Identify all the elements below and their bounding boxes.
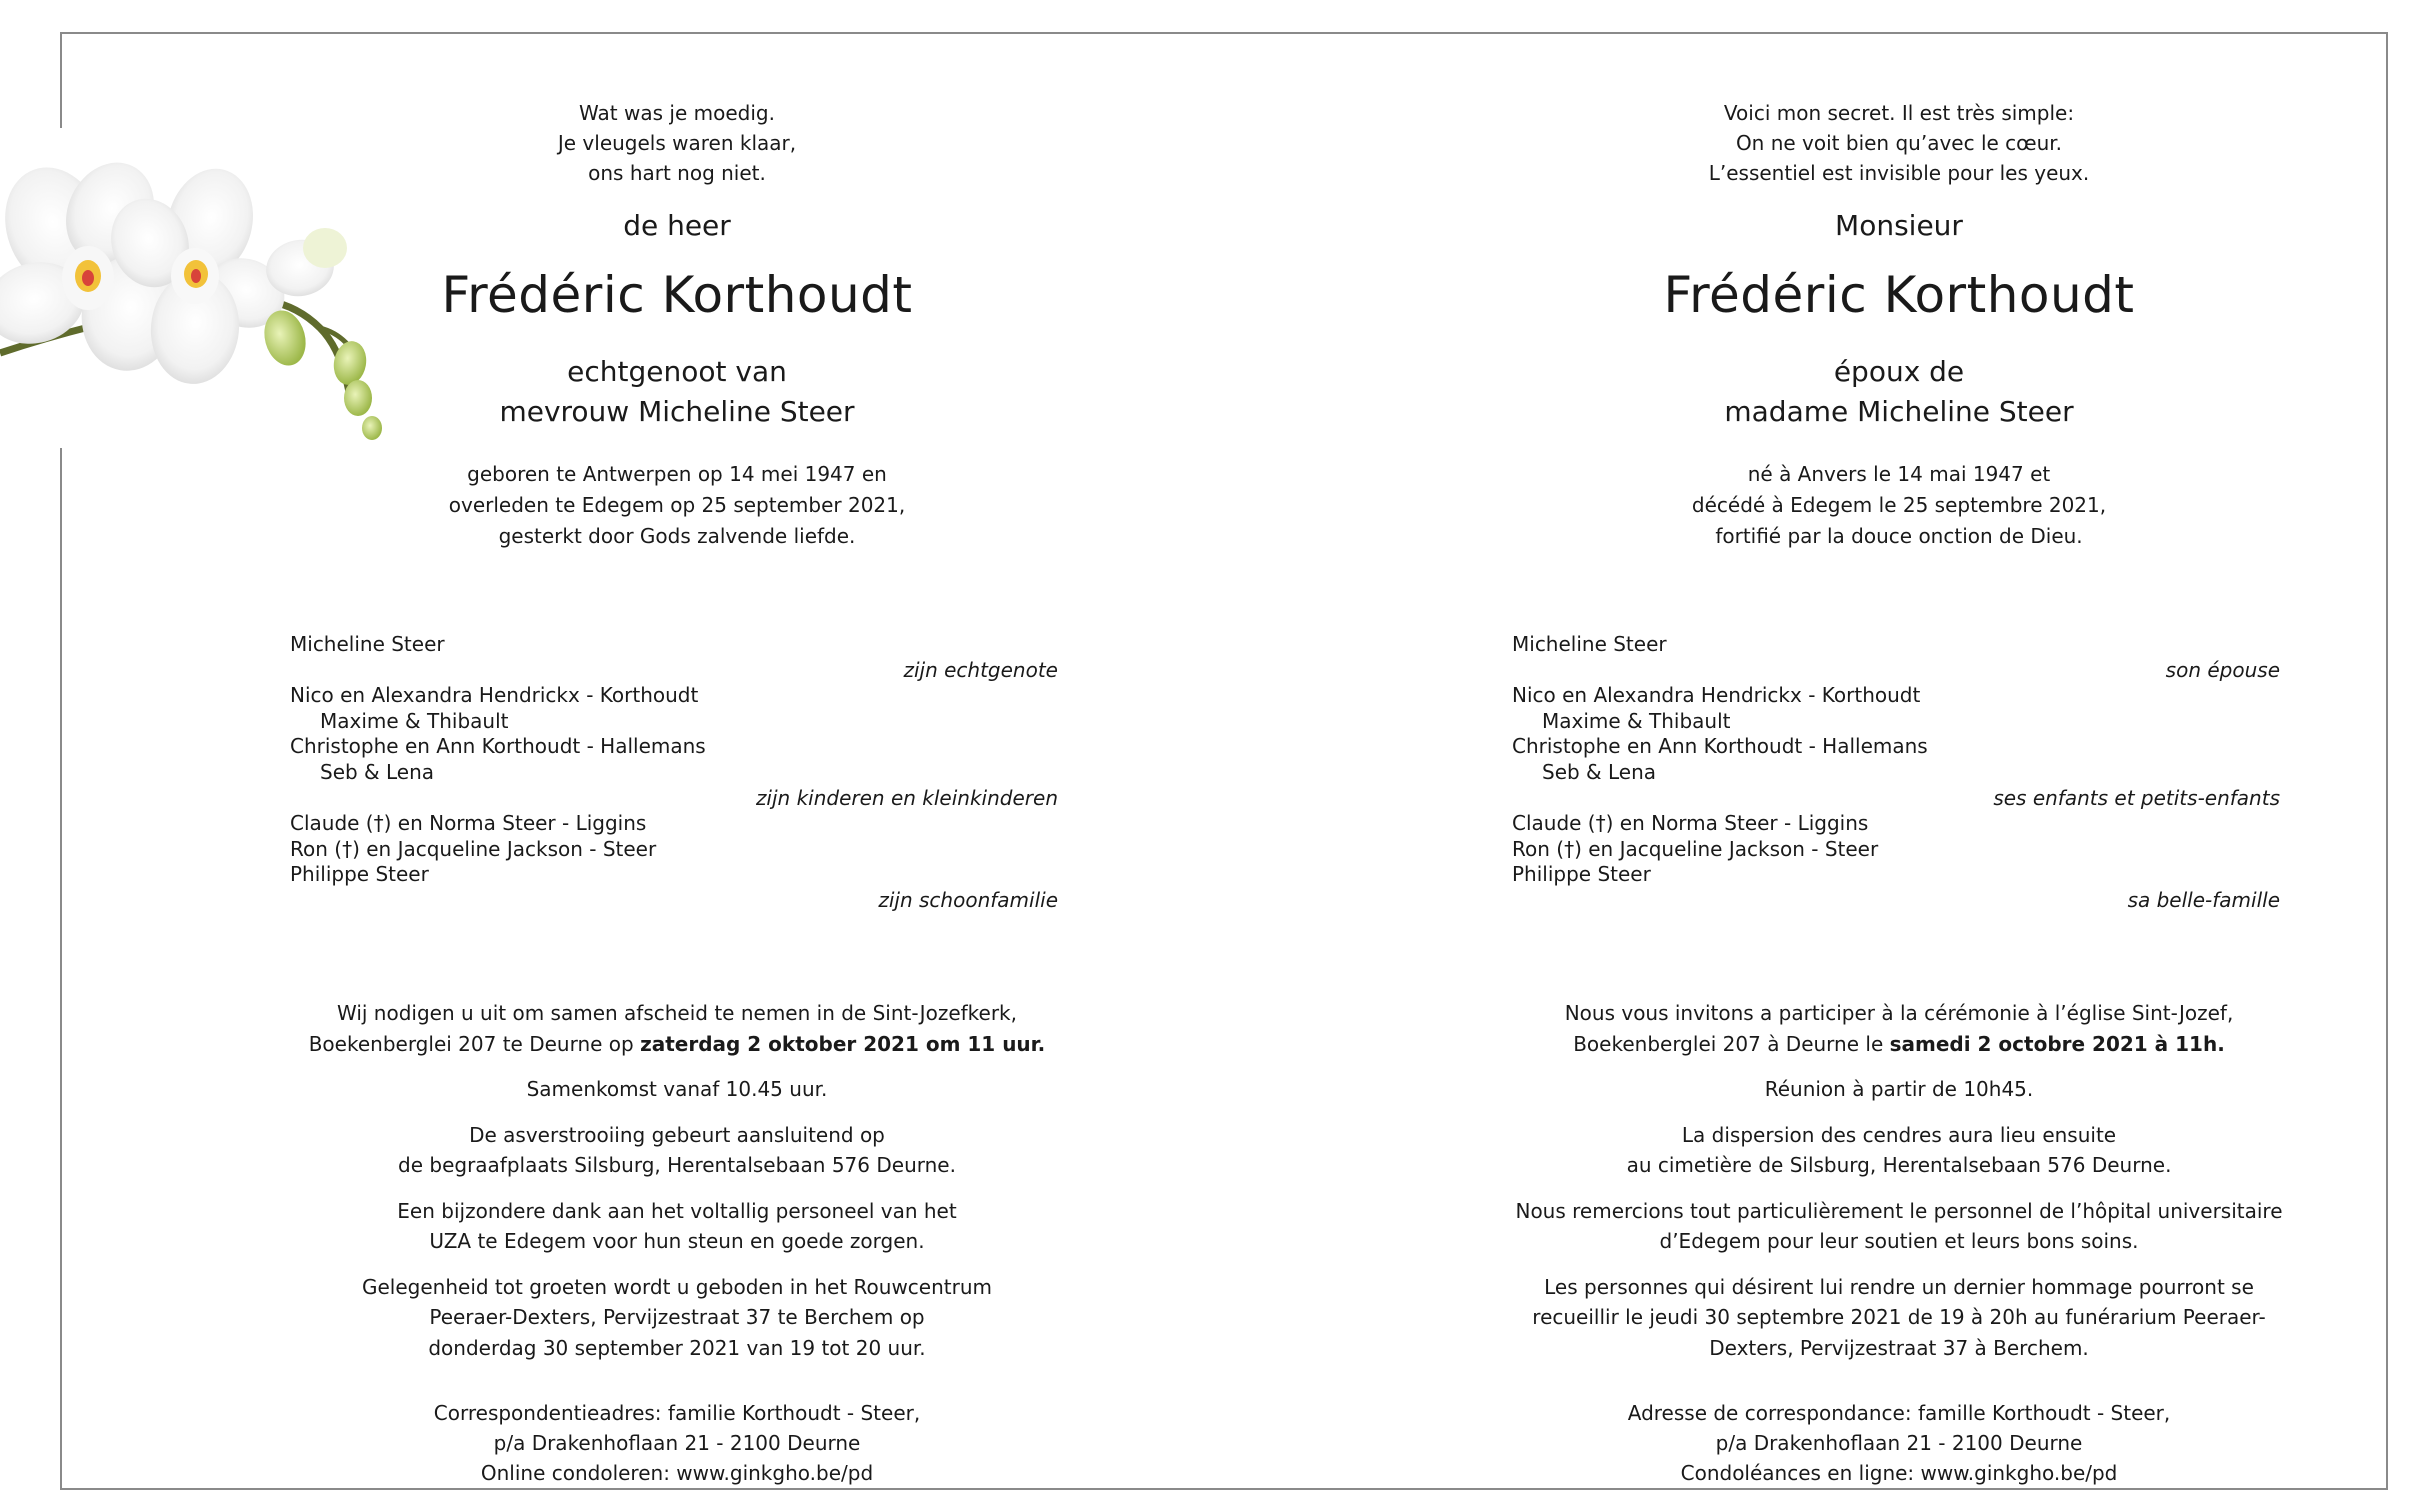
contact-line: p/a Drakenhoflaan 21 - 2100 Deurne [493, 1431, 861, 1455]
family-member: Claude (†) en Norma Steer - Liggins [1512, 811, 1869, 836]
gathering-time: Samenkomst vanaf 10.45 uur. [526, 1077, 828, 1101]
family-member: Seb & Lena [320, 759, 435, 784]
birth-line: né à Anvers le 14 mai 1947 et [1747, 462, 2051, 486]
birth-line: geboren te Antwerpen op 14 mei 1947 en [467, 462, 887, 486]
family-member: Philippe Steer [290, 862, 429, 887]
family-list [290, 632, 1058, 914]
visitation-paragraph: Les personnes qui désirent lui rendre un dernier hommage pourront se recueillir le jeudi 30 septembre 2021 de 19 à 20h au funérarium Peeraer- Dexters, Pervijzestraat 37 à Berchem. [1532, 1274, 2266, 1360]
honorific: de heer [623, 209, 731, 242]
spouse-block [1488, 352, 2310, 432]
relation-label: zijn schoonfamilie [878, 887, 1058, 912]
thanks-paragraph: Nous remercions tout particulièrement le personnel de l’hôpital universitaire d’Edegem pour leur soutien et leurs bons soins. [1515, 1198, 2283, 1253]
family-member: Maxime & Thibault [1542, 708, 1731, 733]
contact-line: Adresse de correspondance: famille Korthoudt - Steer, [1627, 1401, 2171, 1425]
relation-label: zijn echtgenote [903, 657, 1058, 682]
contact-info [1488, 1398, 2310, 1488]
ceremony-paragraph: Nous vous invitons a participer à la cérémonie à l’église Sint-Jozef, Boekenberglei 207 à Deurne le samedi 2 octobre 2021 à 11h. [1564, 1001, 2234, 1056]
family-member: Ron (†) en Jacqueline Jackson - Steer [1512, 836, 1879, 861]
family-member: Micheline Steer [290, 632, 445, 656]
contact-line: Correspondentieadres: familie Korthoudt - Steer, [433, 1401, 921, 1425]
faith-line: gesterkt door Gods zalvende liefde. [498, 524, 856, 548]
ceremony-date: samedi 2 octobre 2021 à 11h. [1889, 1031, 2225, 1056]
family-member: Seb & Lena [1542, 759, 1657, 784]
spouse-name: madame Micheline Steer [1724, 395, 2074, 428]
family-member: Nico en Alexandra Hendrickx - Korthoudt [1512, 683, 1921, 708]
ceremony-info [1488, 998, 2310, 1378]
birth-death-info [266, 459, 1088, 552]
birth-death-info [1488, 459, 2310, 552]
relation-label: sa belle-famille [2127, 887, 2280, 912]
poem-line: Voici mon secret. Il est très simple: [1723, 101, 2075, 125]
relation-label: zijn kinderen en kleinkinderen [755, 785, 1058, 810]
poem-line: On ne voit bien qu’avec le cœur. [1735, 131, 2063, 155]
honorific: Monsieur [1835, 209, 1963, 242]
deceased-name: Frédéric Korthoudt [1663, 266, 2135, 324]
family-member: Nico en Alexandra Hendrickx - Korthoudt [290, 683, 699, 708]
poem-line: Je vleugels waren klaar, [557, 131, 797, 155]
relation-label: ses enfants et petits-enfants [1993, 785, 2280, 810]
condolence-link[interactable]: Condoléances en ligne: www.ginkgho.be/pd [1680, 1461, 2118, 1485]
ceremony-paragraph: Wij nodigen u uit om samen afscheid te nemen in de Sint-Jozefkerk, Boekenberglei 207 te Deurne op zaterdag 2 oktober 2021 om 11 uur. [308, 1001, 1046, 1056]
poem [1488, 98, 2310, 188]
card-frame [60, 32, 2388, 1490]
scatter-paragraph: De asverstrooiing gebeurt aansluitend op de begraafplaats Silsburg, Herentalsebaan 576 Deurne. [398, 1122, 956, 1177]
scatter-paragraph: La dispersion des cendres aura lieu ensuite au cimetière de Silsburg, Herentalsebaan 576 Deurne. [1626, 1122, 2172, 1177]
faith-line: fortifié par la douce onction de Dieu. [1715, 524, 2083, 548]
family-member: Micheline Steer [1512, 632, 1667, 656]
ceremony-date: zaterdag 2 oktober 2021 om 11 uur. [640, 1031, 1046, 1056]
condolence-link[interactable]: Online condoleren: www.ginkgho.be/pd [480, 1461, 874, 1485]
spouse-label: époux de [1833, 355, 1965, 388]
relation-label: son épouse [2165, 657, 2280, 682]
poem-line: Wat was je moedig. [579, 101, 775, 125]
family-member: Christophe en Ann Korthoudt - Hallemans [290, 734, 706, 759]
family-list [1512, 632, 2280, 914]
ceremony-info [266, 998, 1088, 1378]
family-member: Philippe Steer [1512, 862, 1651, 887]
family-member: Claude (†) en Norma Steer - Liggins [290, 811, 647, 836]
spouse-name: mevrouw Micheline Steer [499, 395, 855, 428]
thanks-paragraph: Een bijzondere dank aan het voltallig personeel van het UZA te Edegem voor hun steun en goede zorgen. [397, 1198, 957, 1253]
family-member: Ron (†) en Jacqueline Jackson - Steer [290, 836, 657, 861]
family-member: Christophe en Ann Korthoudt - Hallemans [1512, 734, 1928, 759]
poem-line: L’essentiel est invisible pour les yeux. [1708, 161, 2090, 185]
death-line: décédé à Edegem le 25 septembre 2021, [1691, 493, 2107, 517]
poem-line: ons hart nog niet. [588, 161, 766, 185]
death-line: overleden te Edegem op 25 september 2021, [448, 493, 906, 517]
visitation-paragraph: Gelegenheid tot groeten wordt u geboden in het Rouwcentrum Peeraer-Dexters, Pervijzestraat 37 te Berchem op donderdag 30 september 2021 van 19 tot 20 uur. [362, 1274, 992, 1360]
white-orchid-image [0, 128, 390, 443]
deceased-name: Frédéric Korthoudt [441, 266, 913, 324]
family-member: Maxime & Thibault [320, 708, 509, 733]
contact-line: p/a Drakenhoflaan 21 - 2100 Deurne [1715, 1431, 2083, 1455]
gathering-time: Réunion à partir de 10h45. [1764, 1077, 2034, 1101]
contact-info [266, 1398, 1088, 1488]
spouse-label: echtgenoot van [567, 355, 787, 388]
